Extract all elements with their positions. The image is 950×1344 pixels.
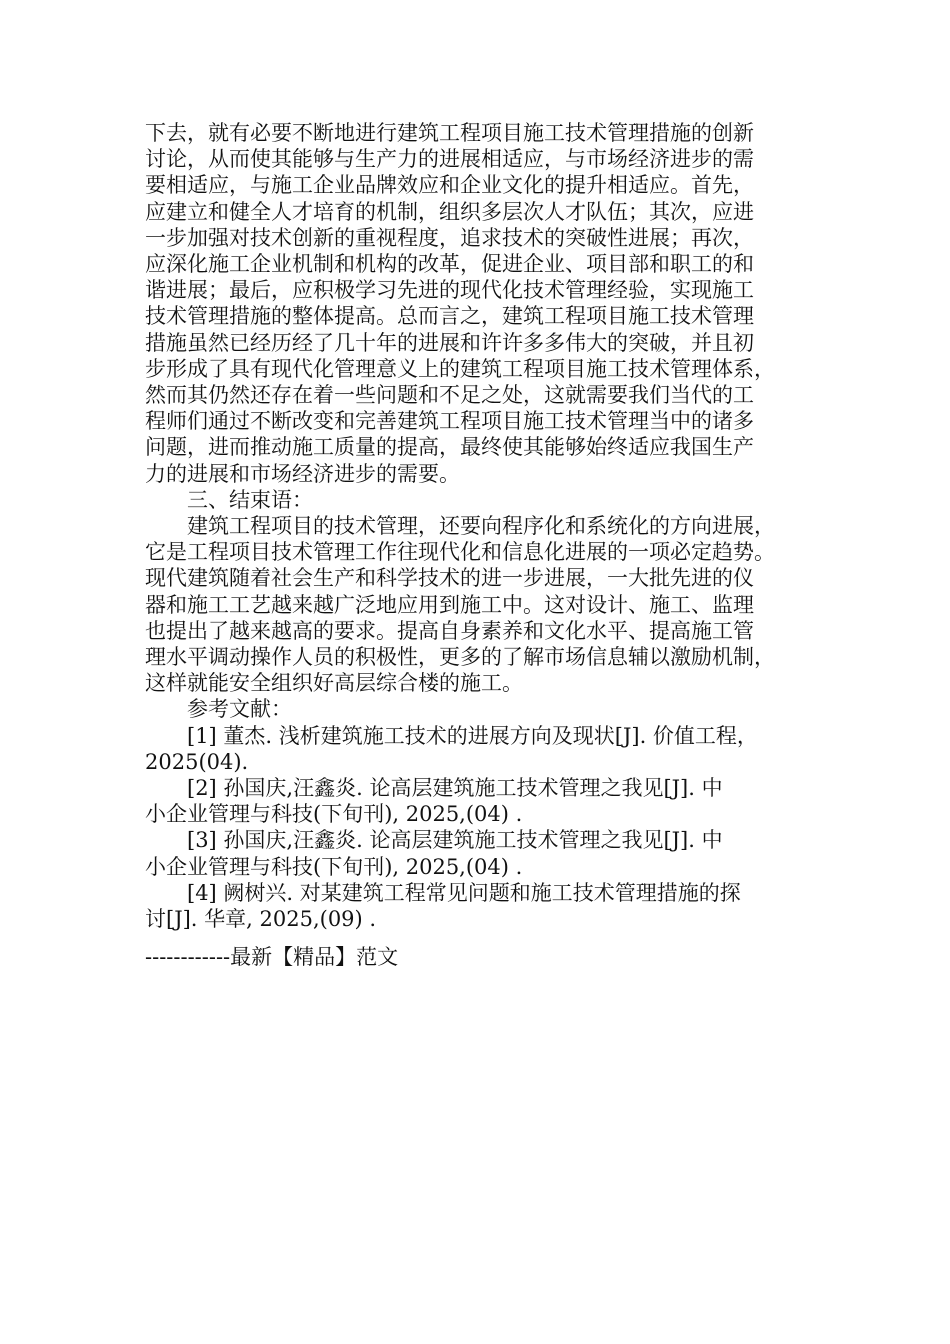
document-body <box>145 120 815 932</box>
reference-item-2: [2] 孙国庆,汪鑫炎. 论高层建筑施工技术管理之我见[J]. 中 小企业管理与科技(下旬刊), 2025,(04) . <box>145 776 723 827</box>
references-heading: 参考文献： <box>145 697 292 722</box>
conclusion-paragraph: 建筑工程项目的技术管理，还要向程序化和系统化的方向进展， 它是工程项目技术管理工作往现代化和信息化进展的一项必定趋势。 现代建筑随着社会生产和科学技术的进一步进展，一大批先进的仪 器和施工工艺越来越广泛地应用到施工中。这对设计、施工、监理 也提出了越来越高的要求。提高自身素养和文化水平、提高施工管 理水平调动操作人员的积极性，更多的了解市场信息辅以激励机制， 这样就能安全组织好高层综合楼的施工。 <box>145 514 775 696</box>
page-footer: ------------最新【精品】范文 <box>145 945 399 969</box>
body-paragraph: 下去，就有必要不断地进行建筑工程项目施工技术管理措施的创新 讨论，从而使其能够与生产力的进展相适应，与市场经济进步的需 要相适应，与施工企业品牌效应和企业文化的提升相适应。首先， 应建立和健全人才培育的机制，组织多层次人才队伍；其次，应进 一步加强对技术创新的重视程度，追求技术的突破性进展；再次， 应深化施工企业机制和机构的改革，促进企业、项目部和职工的和 谐进展；最后，应积极学习先进的现代化技术管理经验，实现施工 技术管理措施的整体提高。总而言之，建筑工程项目施工技术管理 措施虽然已经历经了几十年的进展和许许多多伟大的突破，并且初 步形成了具有现代化管理意义上的建筑工程项目施工技术管理体系， 然而其仍然还存在着一些问题和不足之处，这就需要我们当代的工 程师们通过不断改变和完善建筑工程项目施工技术管理当中的诸多 问题，进而推动施工质量的提高，最终使其能够始终适应我国生产 力的进展和市场经济进步的需要。 <box>145 121 775 486</box>
section-heading-conclusion: 三、结束语： <box>145 487 313 512</box>
reference-item-1: [1] 董杰. 浅析建筑施工技术的进展方向及现状[J]. 价值工程， 2025(04). <box>145 723 758 774</box>
reference-item-4: [4] 阙树兴. 对某建筑工程常见问题和施工技术管理措施的探 讨[J]. 华章, 2025,(09) . <box>145 880 741 932</box>
reference-item-3: [3] 孙国庆,汪鑫炎. 论高层建筑施工技术管理之我见[J]. 中 小企业管理与科技(下旬刊), 2025,(04) . <box>145 828 723 879</box>
